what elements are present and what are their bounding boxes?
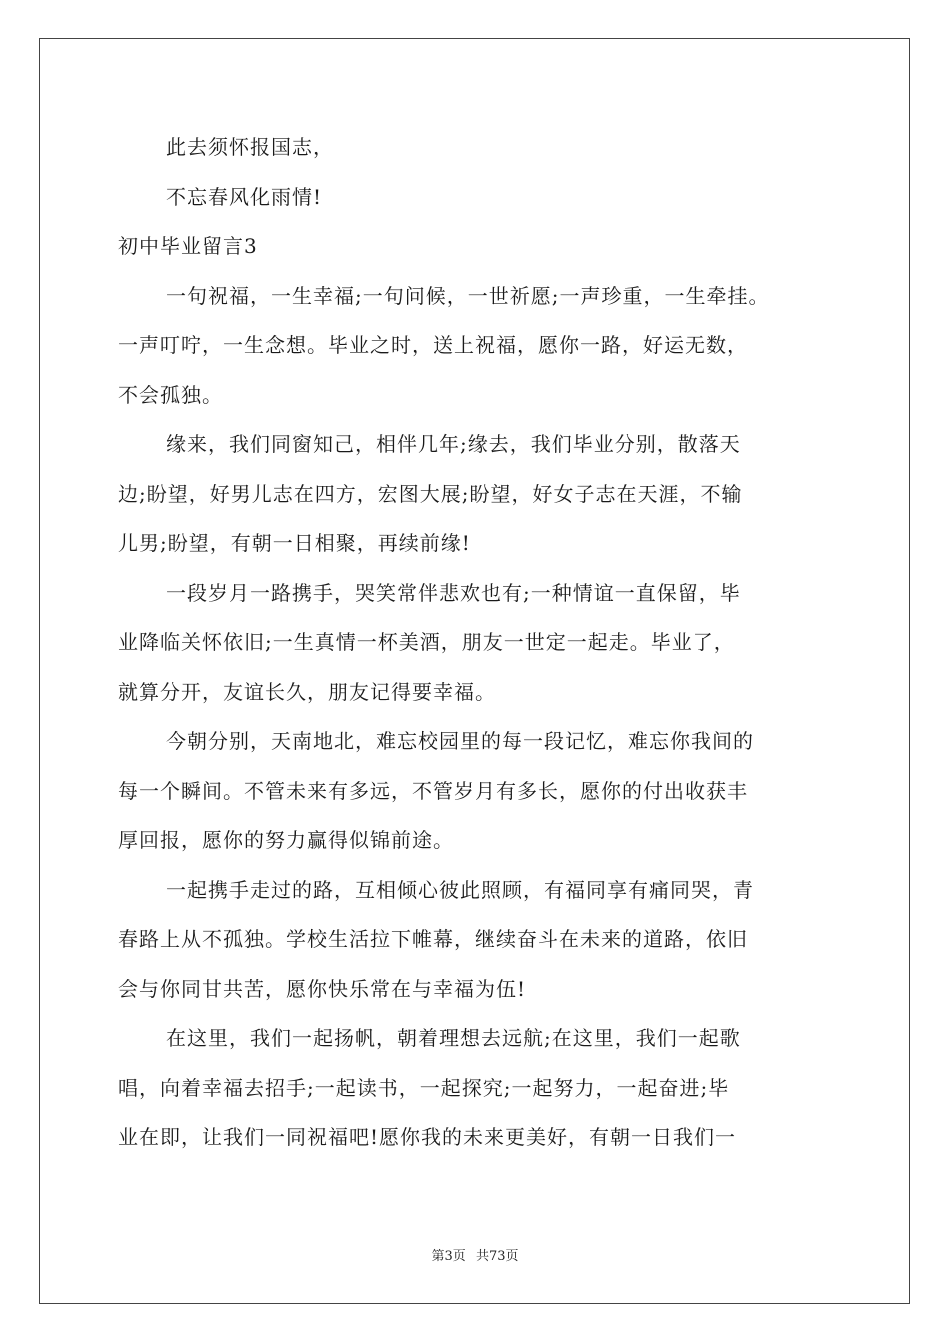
text-line: 厚回报，愿你的努力赢得似锦前途。	[118, 828, 454, 852]
text-line: 一声叮咛，一生念想。毕业之时，送上祝福，愿你一路，好运无数，	[118, 333, 748, 357]
section-heading: 初中毕业留言3	[118, 234, 258, 258]
text-line: 就算分开，友谊长久，朋友记得要幸福。	[118, 679, 496, 704]
text-line: 不忘春风化雨情!	[166, 184, 323, 209]
document-body	[118, 123, 838, 1163]
text-line: 业降临关怀依旧;一生真情一杯美酒，朋友一世定一起走。毕业了，	[118, 630, 735, 654]
text-line: 一段岁月一路携手，哭笑常伴悲欢也有;一种情谊一直保留，毕	[166, 580, 741, 605]
text-line: 儿男;盼望，有朝一日相聚，再续前缘!	[118, 531, 471, 555]
text-line: 一起携手走过的路，互相倾心彼此照顾，有福同享有痛同哭，青	[166, 877, 754, 902]
text-line: 今朝分别，天南地北，难忘校园里的每一段记忆，难忘你我间的	[166, 729, 754, 753]
text-line: 业在即，让我们一同祝福吧!愿你我的未来更美好，有朝一日我们一	[118, 1125, 737, 1149]
page-number: 第3页	[431, 1249, 466, 1264]
text-line: 缘来，我们同窗知己，相伴几年;缘去，我们毕业分别，散落天	[166, 432, 741, 456]
text-line: 会与你同甘共苦，愿你快乐常在与幸福为伍!	[118, 976, 527, 1001]
text-line: 一句祝福，一生幸福;一句问候，一世祈愿;一声珍重，一生牵挂。	[166, 283, 770, 308]
text-line: 每一个瞬间。不管未来有多远，不管岁月有多长，愿你的付出收获丰	[118, 778, 748, 803]
text-line: 不会孤独。	[118, 382, 223, 407]
text-line: 此去须怀报国志，	[166, 135, 334, 159]
text-line: 唱，向着幸福去招手;一起读书，一起探究;一起努力，一起奋进;毕	[118, 1075, 730, 1100]
text-line: 在这里，我们一起扬帆，朝着理想去远航;在这里，我们一起歌	[166, 1026, 741, 1050]
page-footer	[0, 1245, 950, 1264]
text-line: 边;盼望，好男儿志在四方，宏图大展;盼望，好女子志在天涯，不输	[118, 481, 743, 506]
text-line: 春路上从不孤独。学校生活拉下帷幕，继续奋斗在未来的道路，依旧	[118, 927, 748, 951]
page-total: 共73页	[475, 1249, 519, 1264]
